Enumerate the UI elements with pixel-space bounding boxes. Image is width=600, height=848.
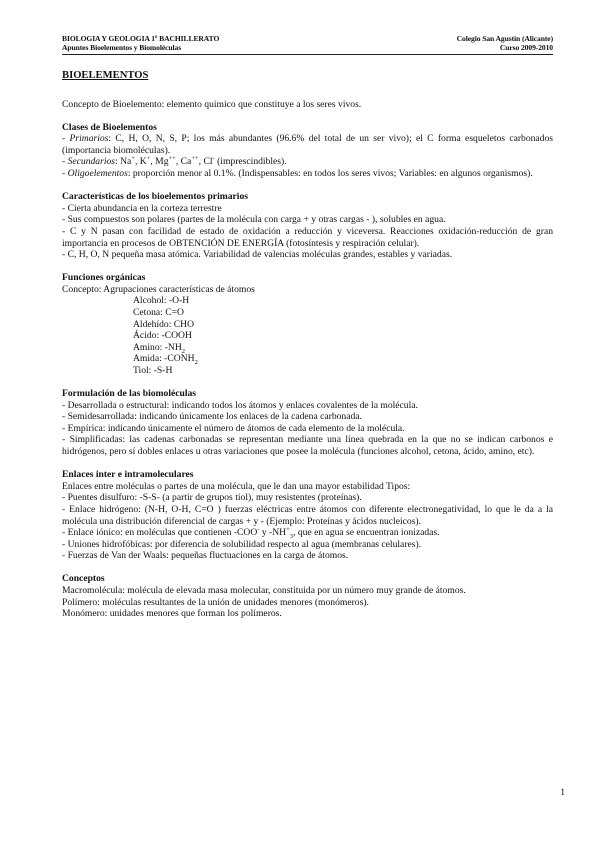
funcion-cetona: Cetona: C=O (133, 307, 184, 318)
header-school: Colegio San Agustín (Alicante) (456, 34, 553, 43)
header-right (457, 34, 553, 52)
list-item: - Enlace iónico: en moléculas que contienen -COO- y $-NH^+_3$, que en agua se encuentran ionizadas. (62, 525, 440, 540)
funcion-tiol: Tiol: -S-H (133, 364, 173, 376)
heading-clases: Clases de Bioelementos (62, 121, 157, 133)
heading-caracteristicas: Características de los bioelementos primarios (62, 191, 248, 203)
page-title: BIOELEMENTOS (62, 70, 149, 81)
funcion-amida: Amida: $-CONH_2$ (133, 353, 198, 367)
list-item: - Cierta abundancia en la corteza terrestre (62, 202, 222, 214)
page-number: 1 (560, 787, 565, 798)
list-item: - Uniones hidrofóbicas: por diferencia de solubilidad respecto al agua (membranas celulares). (62, 538, 422, 550)
list-item: - Sus compuestos son polares (partes de la molécula con carga + y otras cargas - ), solubles en agua. (62, 214, 446, 226)
list-item: - Semidesarrollada: indicando únicamente los enlaces de la cadena carbonada. (62, 411, 362, 423)
list-item: - Puentes disulfuro: -S-S- (a partir de grupos tiol), muy resistentes (proteínas). (62, 492, 362, 504)
header-left (62, 34, 219, 52)
primarios-label: Primarios (69, 133, 109, 145)
funciones-concepto: Concepto: Agrupaciones características de átomos (62, 283, 255, 295)
list-item: - Simplificadas: las cadenas carbonadas se representan mediante una línea quebrada en la que no se indican carbonos e hidrógenos, pero sí dobles enlaces u otras variaciones que posee la molécula (funciones alcohol, cetona, ácido, amino, etc). (62, 434, 553, 458)
header-year: Curso 2009-2010 (499, 43, 553, 52)
clase-oligoelementos: - Oligoelementos: proporción menor al 0.1%. (Indispensables: en todos los seres vivos; Variables: en algunos organismos). (62, 168, 533, 180)
header-course: BIOLOGIA Y GEOLOGIA 1º BACHILLERATO (62, 34, 220, 43)
header-topic: Apuntes Bioelementos y Biomoléculas (62, 43, 182, 52)
header-divider (62, 54, 553, 55)
funcion-aldehido: Aldehído: CHO (133, 318, 195, 330)
clase-primarios: - Primarios: C, H, O, N, S, P; los más abundantes (96.6% del total de un ser vivo); el C forma esqueletos carbonados (importancia biomoléculas). (62, 133, 554, 156)
list-item: - Fuerzas de Van der Waals: pequeñas fluctuaciones en la carga de átomos. (62, 550, 349, 562)
secundarios-label: Secundarios (67, 156, 116, 168)
heading-enlaces: Enlaces inter e intramoleculares (62, 469, 194, 481)
list-item: - C y N pasan con facilidad de estado de oxidación a reducción y viceversa. Reacciones oxidación-reducción de gran importancia en procesos de OBTENCIÓN DE ENERGÍA (fotosíntesis y respiración celular). (62, 225, 553, 249)
oligo-label: Oligoelementos (67, 168, 128, 180)
funcion-alcohol: Alcohol: -O-H (133, 295, 190, 307)
list-item: - Desarrollada o estructural: indicando todos los átomos y enlaces covalentes de la molécula. (62, 399, 418, 411)
concept-bioelement: Concepto de Bioelemento: elemento químico que constituye a los seres vivos. (62, 98, 362, 110)
list-item: Monómero: unidades menores que forman los polímeros. (62, 608, 282, 620)
funcion-acido: Ácido: -COOH (133, 330, 192, 342)
list-item: - Enlace hidrógeno: (N-H, O-H, C=O ) fuerzas eléctricas entre átomos con diferente electronegatividad, lo que le da a la molécula una distribución diferencial de cargas + y - (Ejemplo: Proteínas y ácidos nucleicos). (62, 503, 553, 527)
document-body (62, 70, 553, 620)
funcion-amino: Amino: $-NH_2$ (133, 341, 186, 355)
heading-conceptos: Conceptos (62, 573, 105, 585)
list-item: Polímero: moléculas resultantes de la unión de unidades menores (monómeros). (62, 596, 369, 608)
list-item: Macromolécula: molécula de elevada masa molecular, constituida por un número muy grande de átomos. (62, 584, 466, 596)
heading-funciones: Funciones orgánicas (62, 272, 146, 284)
enlaces-intro: Enlaces entre moléculas o partes de una molécula, que le dan una mayor estabilidad Tipos: (62, 480, 411, 492)
clase-secundarios: - Secundarios: Na+, K+, Mg++, Ca++, Cl- (imprescindibles). (62, 155, 287, 168)
list-item: - C, H, O, N pequeña masa atómica. Variabilidad de valencias moléculas grandes, estables y variadas. (62, 249, 453, 261)
list-item: - Empírica: indicando únicamente el número de átomos de cada elemento de la molécula. (62, 422, 405, 434)
heading-formulacion: Formulación de las biomoléculas (62, 388, 197, 400)
